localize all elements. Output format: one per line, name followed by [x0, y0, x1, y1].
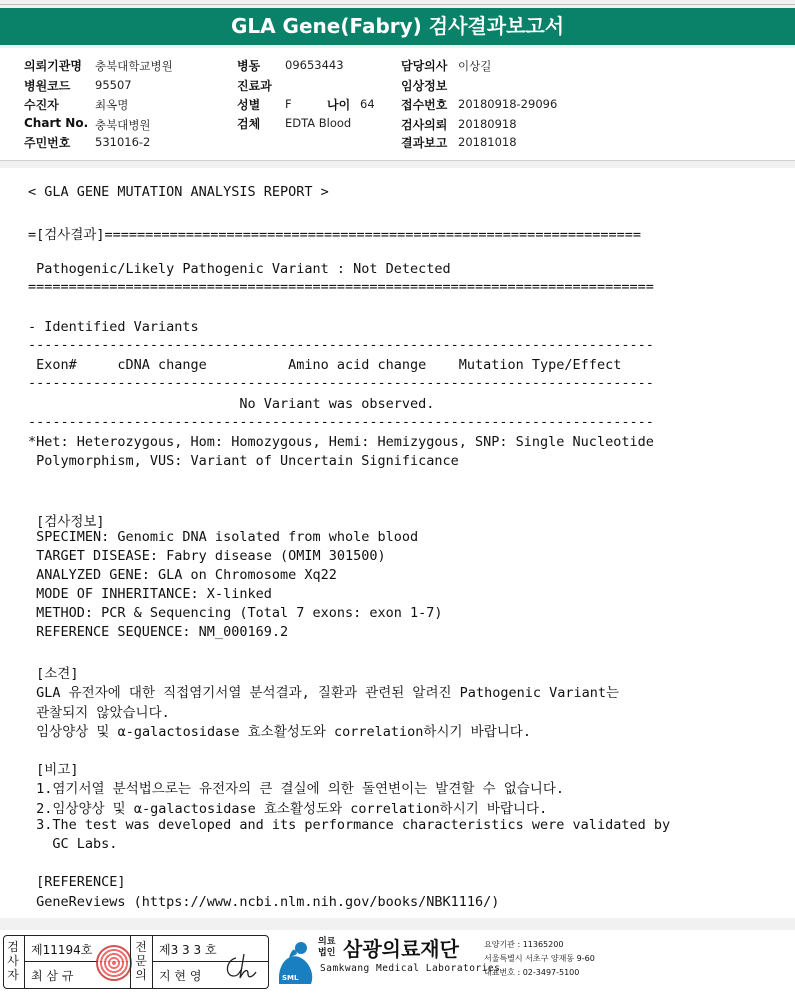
org-english-name: Samkwang Medical Laboratories	[320, 963, 501, 974]
sex-value: F	[285, 97, 292, 111]
signature-box-divider	[24, 936, 25, 988]
inspector-seal	[96, 945, 132, 981]
clinical-info-label: 임상정보	[401, 79, 448, 93]
org-phone: 대표번호 : 02-3497-5100	[484, 968, 580, 977]
opinion-line-1: GLA 유전자에 대한 직접염기서열 분석결과, 질환과 관련된 알려진 Pathogenic Variant는	[28, 685, 620, 701]
abbreviation-note-2: Polymorphism, VUS: Variant of Uncertain Significance	[28, 453, 459, 469]
variants-table-header: Exon# cDNA change Amino acid change Mutation Type/Effect	[28, 357, 622, 373]
receipt-no-label: 접수번호	[401, 98, 448, 112]
inspector-number: 제11194호	[31, 943, 93, 957]
remarks-line-4: GC Labs.	[28, 836, 118, 852]
test-info-reference: REFERENCE SEQUENCE: NM_000169.2	[28, 624, 289, 640]
specialist-label: 전문의	[135, 940, 147, 982]
age-value: 64	[360, 97, 375, 111]
signature-box-divider-3	[152, 936, 153, 988]
variants-divider-bottom: -----------------------------------------------------------------------------	[28, 414, 654, 430]
patient-label: 수진자	[24, 98, 59, 112]
test-info-inheritance: MODE OF INHERITANCE: X-linked	[28, 586, 272, 602]
specialist-signature	[222, 950, 262, 984]
chart-no-value: 충북대병원	[95, 118, 151, 132]
doctor-label: 담당의사	[401, 59, 448, 73]
chart-no-label: Chart No.	[24, 116, 89, 130]
remarks-line-2: 2.임상양상 및 α-galactosidase 효소활성도와 correlation하시기 바랍니다.	[28, 801, 548, 817]
remarks-line-3: 3.The test was developed and its performance characteristics were validated by	[28, 817, 671, 833]
org-name: 삼광의료재단	[343, 937, 459, 961]
resident-no-label: 주민번호	[24, 136, 71, 150]
abbreviation-note-1: *Het: Heterozygous, Hom: Homozygous, Hemi: Hemizygous, SNP: Single Nucleotide	[28, 434, 654, 450]
ward-label: 병동	[237, 59, 261, 73]
specimen-value: EDTA Blood	[285, 116, 352, 130]
hospital-name-value: 충북대학교병원	[95, 59, 173, 73]
report-date-value: 20181018	[458, 135, 517, 149]
signature-box	[3, 935, 269, 989]
department-label: 진료과	[237, 79, 272, 93]
variants-divider-top: -----------------------------------------------------------------------------	[28, 337, 654, 353]
result-divider: =============================================================================	[28, 279, 654, 295]
patient-info-header	[0, 48, 795, 161]
opinion-heading: [소견]	[28, 666, 79, 682]
hospital-name-label: 의뢰기관명	[24, 59, 82, 73]
test-info-heading: [검사정보]	[28, 514, 105, 530]
variants-divider-mid: -----------------------------------------------------------------------------	[28, 375, 654, 391]
report-date-label: 결과보고	[401, 136, 448, 150]
request-date-value: 20180918	[458, 117, 517, 131]
logo-mark-text: SML	[282, 974, 299, 982]
sex-label: 성별	[237, 98, 261, 112]
opinion-line-2: 관찰되지 않았습니다.	[28, 705, 170, 721]
org-prefix: 의료법인	[318, 937, 336, 958]
variants-heading: - Identified Variants	[28, 319, 199, 335]
specialist-number: 제3 3 3 호	[159, 943, 217, 957]
opinion-line-3: 임상양상 및 α-galactosidase 효소활성도와 correlation하시기 바랍니다.	[28, 724, 531, 740]
doctor-value: 이상길	[458, 59, 492, 73]
remarks-heading: [비고]	[28, 762, 79, 778]
report-heading: < GLA GENE MUTATION ANALYSIS REPORT >	[28, 184, 329, 200]
ward-value: 09653443	[285, 58, 344, 72]
age-label: 나이	[327, 98, 351, 112]
samkwang-logo-icon	[271, 936, 319, 988]
org-code: 요양기관 : 11365200	[484, 940, 564, 949]
result-section-divider: =[검사결과]==================================================================	[28, 227, 641, 243]
test-info-specimen: SPECIMEN: Genomic DNA isolated from whole blood	[28, 529, 419, 545]
result-summary: Pathogenic/Likely Pathogenic Variant : Not Detected	[28, 261, 451, 277]
test-info-method: METHOD: PCR & Sequencing (Total 7 exons: exon 1-7)	[28, 605, 443, 621]
report-title: GLA Gene(Fabry) 검사결과보고서	[0, 8, 795, 45]
remarks-line-1: 1.염기서열 분석법으로는 유전자의 큰 결실에 의한 돌연변이는 발견할 수 없습니다.	[28, 781, 565, 797]
report-body	[0, 168, 795, 918]
footer	[0, 930, 795, 999]
reference-link: GeneReviews (https://www.ncbi.nlm.nih.gov/books/NBK1116/)	[28, 894, 500, 910]
resident-no-value: 531016-2	[95, 135, 151, 149]
variants-table-row: No Variant was observed.	[28, 396, 435, 412]
patient-value: 최옥명	[95, 98, 129, 112]
signature-box-divider-2	[130, 936, 131, 988]
top-border	[0, 4, 795, 5]
receipt-no-value: 20180918-29096	[458, 97, 558, 111]
specimen-label: 검체	[237, 117, 261, 131]
hospital-code-label: 병원코드	[24, 79, 71, 93]
reference-heading: [REFERENCE]	[28, 874, 126, 890]
inspector-label: 검사자	[7, 940, 19, 982]
test-info-disease: TARGET DISEASE: Fabry disease (OMIM 301500)	[28, 548, 386, 564]
test-info-gene: ANALYZED GENE: GLA on Chromosome Xq22	[28, 567, 337, 583]
specialist-name: 지 현 영	[159, 969, 202, 983]
org-address: 서울특별시 서초구 양재동 9-60	[484, 954, 595, 963]
hospital-code-value: 95507	[95, 78, 132, 92]
inspector-name: 최 삼 규	[31, 969, 74, 983]
request-date-label: 검사의뢰	[401, 118, 448, 132]
